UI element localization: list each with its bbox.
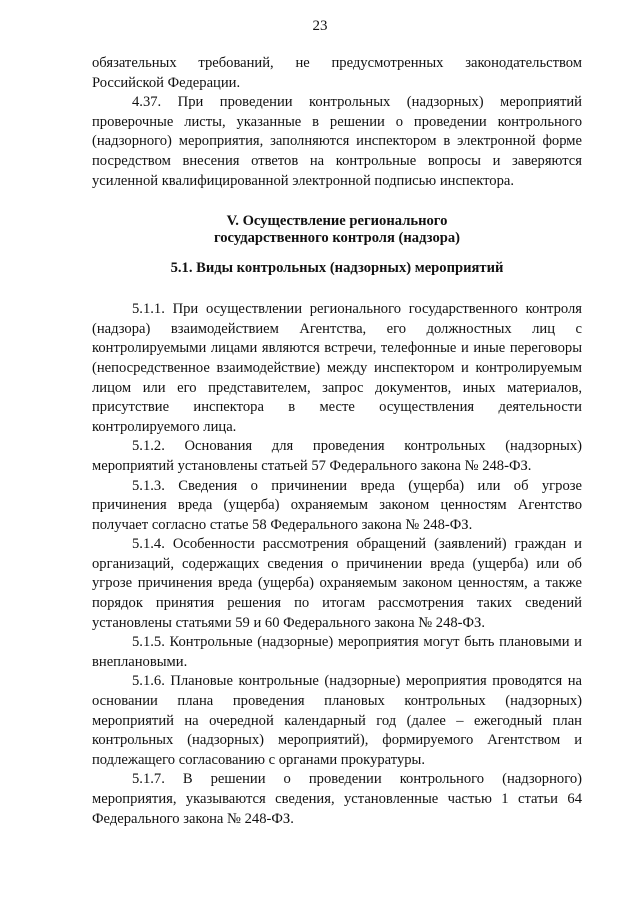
paragraph-5-1-7: 5.1.7. В решении о проведении контрольного (надзорного) мероприятия, указываются сведения, установленные частью 1 статьи 64 Федерального закона № 248-ФЗ. [92,771,582,827]
paragraph-5-1-6: 5.1.6. Плановые контрольные (надзорные) мероприятия проводятся на основании плана проведения плановых контрольных (надзорных) мероприятий на очередной календарный год (далее – ежегодный план контрольных (надзорных) мероприятий), формируемого Агентством и подлежащего согласованию с органами прокуратуры. [92,673,582,768]
paragraph-5-1-1: 5.1.1. При осуществлении регионального государственного контроля (надзора) взаимодействием Агентства, его должностных лиц с контролируемыми лицами являются встречи, телефонные и иные переговоры (непосредственное взаимодействие) между инспектором и контролируемым лицом или его представителем, запрос документов, иных материалов, присутствие инспектора в месте осуществления деятельности контролируемого лица. [92,301,582,435]
paragraph-continuation: обязательных требований, не предусмотренных законодательством Российской Федерации. [92,55,582,91]
paragraph-4-37: 4.37. При проведении контрольных (надзорных) мероприятий проверочные листы, указанные в решении о проведении контрольного (надзорного) мероприятия, заполняются инспектором в электронной форме посредством внесения ответов на контрольные вопросы и заверяются усиленной квалифицированной электронной подписью инспектора. [92,94,582,189]
paragraph-5-1-5: 5.1.5. Контрольные (надзорные) мероприятия могут быть плановыми и внеплановыми. [92,634,582,670]
page-number: 23 [312,18,328,34]
paragraph-5-1-2: 5.1.2. Основания для проведения контрольных (надзорных) мероприятий установлены статьей 57 Федерального закона № 248-ФЗ. [92,438,582,474]
page-body [92,54,582,829]
section-title-line2: государственного контроля (надзора) [213,230,461,247]
section-title-line1: V. Осуществление регионального [226,213,448,230]
subsection-title: 5.1. Виды контрольных (надзорных) мероприятий [170,260,504,277]
paragraph-5-1-4: 5.1.4. Особенности рассмотрения обращений (заявлений) граждан и организаций, содержащих сведения о причинении вреда (ущерба) или об угрозе причинения вреда (ущерба) охраняемым законом ценностям, а также порядок принятия решения по итогам рассмотрения таких сведений установлены статьями 59 и 60 Федерального закона № 248-ФЗ. [92,536,582,631]
paragraph-5-1-3: 5.1.3. Сведения о причинении вреда (ущерба) или об угрозе причинения вреда (ущерба) охраняемым законом ценностям Агентство получает согласно статье 58 Федерального закона № 248-ФЗ. [92,477,582,533]
